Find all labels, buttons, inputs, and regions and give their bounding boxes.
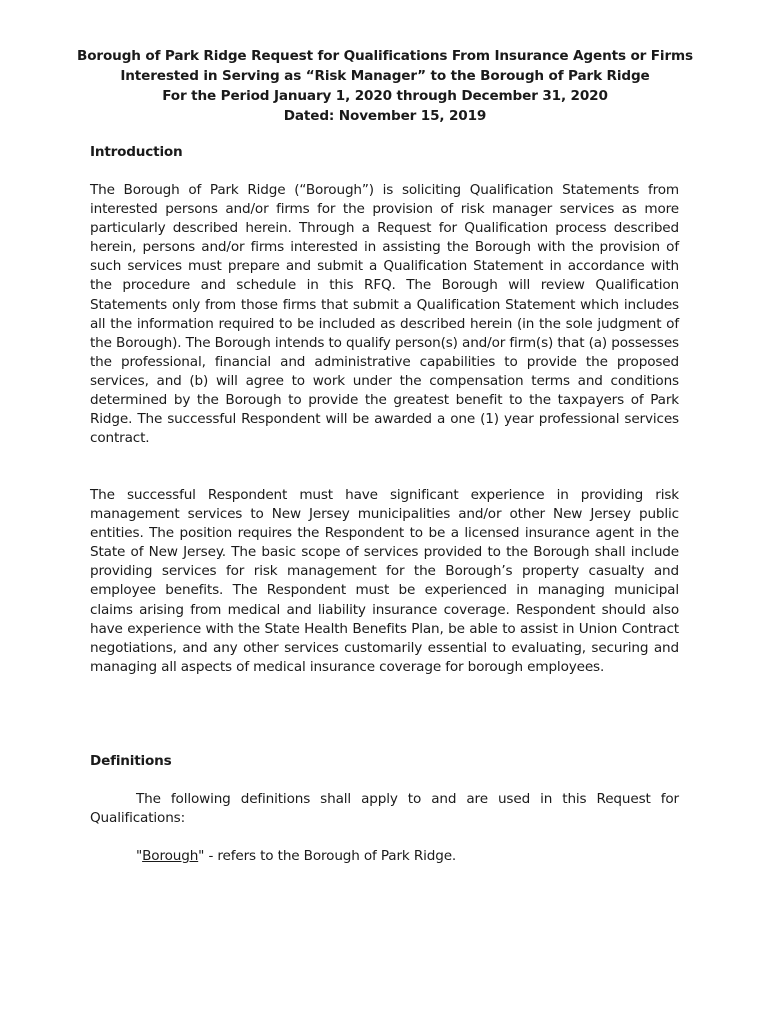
definition-term: Borough: [142, 848, 199, 864]
definitions-heading: Definitions: [90, 753, 172, 769]
definition-open-quote: ": [136, 848, 143, 864]
definition-borough: [136, 847, 456, 866]
introduction-paragraph-1: The Borough of Park Ridge (“Borough”) is soliciting Qualification Statements from interested persons and/or firms for the provision of risk manager services as more particularly described herein. Through a Request for Qualification process described herein, persons and/or firms interested in assisting the Borough with the provision of such services must prepare and submit a Qualification Statement in accordance with the procedure and schedule in this RFQ. The Borough will review Qualification Statements only from those firms that submit a Qualification Statement which includes all the information required to be included as described herein (in the sole judgment of the Borough). The Borough intends to qualify person(s) and/or firm(s) that (a) possesses the professional, financial and administrative capabilities to provide the proposed services, and (b) will agree to work under the compensation terms and conditions determined by the Borough to provide the greatest benefit to the taxpayers of Park Ridge. The successful Respondent will be awarded a one (1) year professional services contract.: [90, 182, 679, 447]
definitions-intro: The following definitions shall apply to and are used in this Request for Qualifications:: [90, 791, 679, 827]
introduction-heading: Introduction: [90, 144, 183, 160]
definition-text: " - refers to the Borough of Park Ridge.: [198, 848, 457, 864]
title-line-4: Dated: November 15, 2019: [283, 108, 487, 124]
title-line-3: For the Period January 1, 2020 through December 31, 2020: [162, 88, 608, 104]
document-title: [60, 46, 710, 126]
title-line-1: Borough of Park Ridge Request for Qualifications From Insurance Agents or Firms: [77, 48, 693, 64]
title-line-2: Interested in Serving as “Risk Manager” to the Borough of Park Ridge: [120, 68, 650, 84]
introduction-paragraph-2: The successful Respondent must have significant experience in providing risk management services to New Jersey municipalities and/or other New Jersey public entities. The position requires the Respondent to be a licensed insurance agent in the State of New Jersey. The basic scope of services provided to the Borough shall include providing services for risk management for the Borough’s property casualty and employee benefits. The Respondent must be experienced in managing municipal claims arising from medical and liability insurance coverage. Respondent should also have experience with the State Health Benefits Plan, be able to assist in Union Contract negotiations, and any other services customarily essential to evaluating, securing and managing all aspects of medical insurance coverage for borough employees.: [90, 487, 679, 675]
